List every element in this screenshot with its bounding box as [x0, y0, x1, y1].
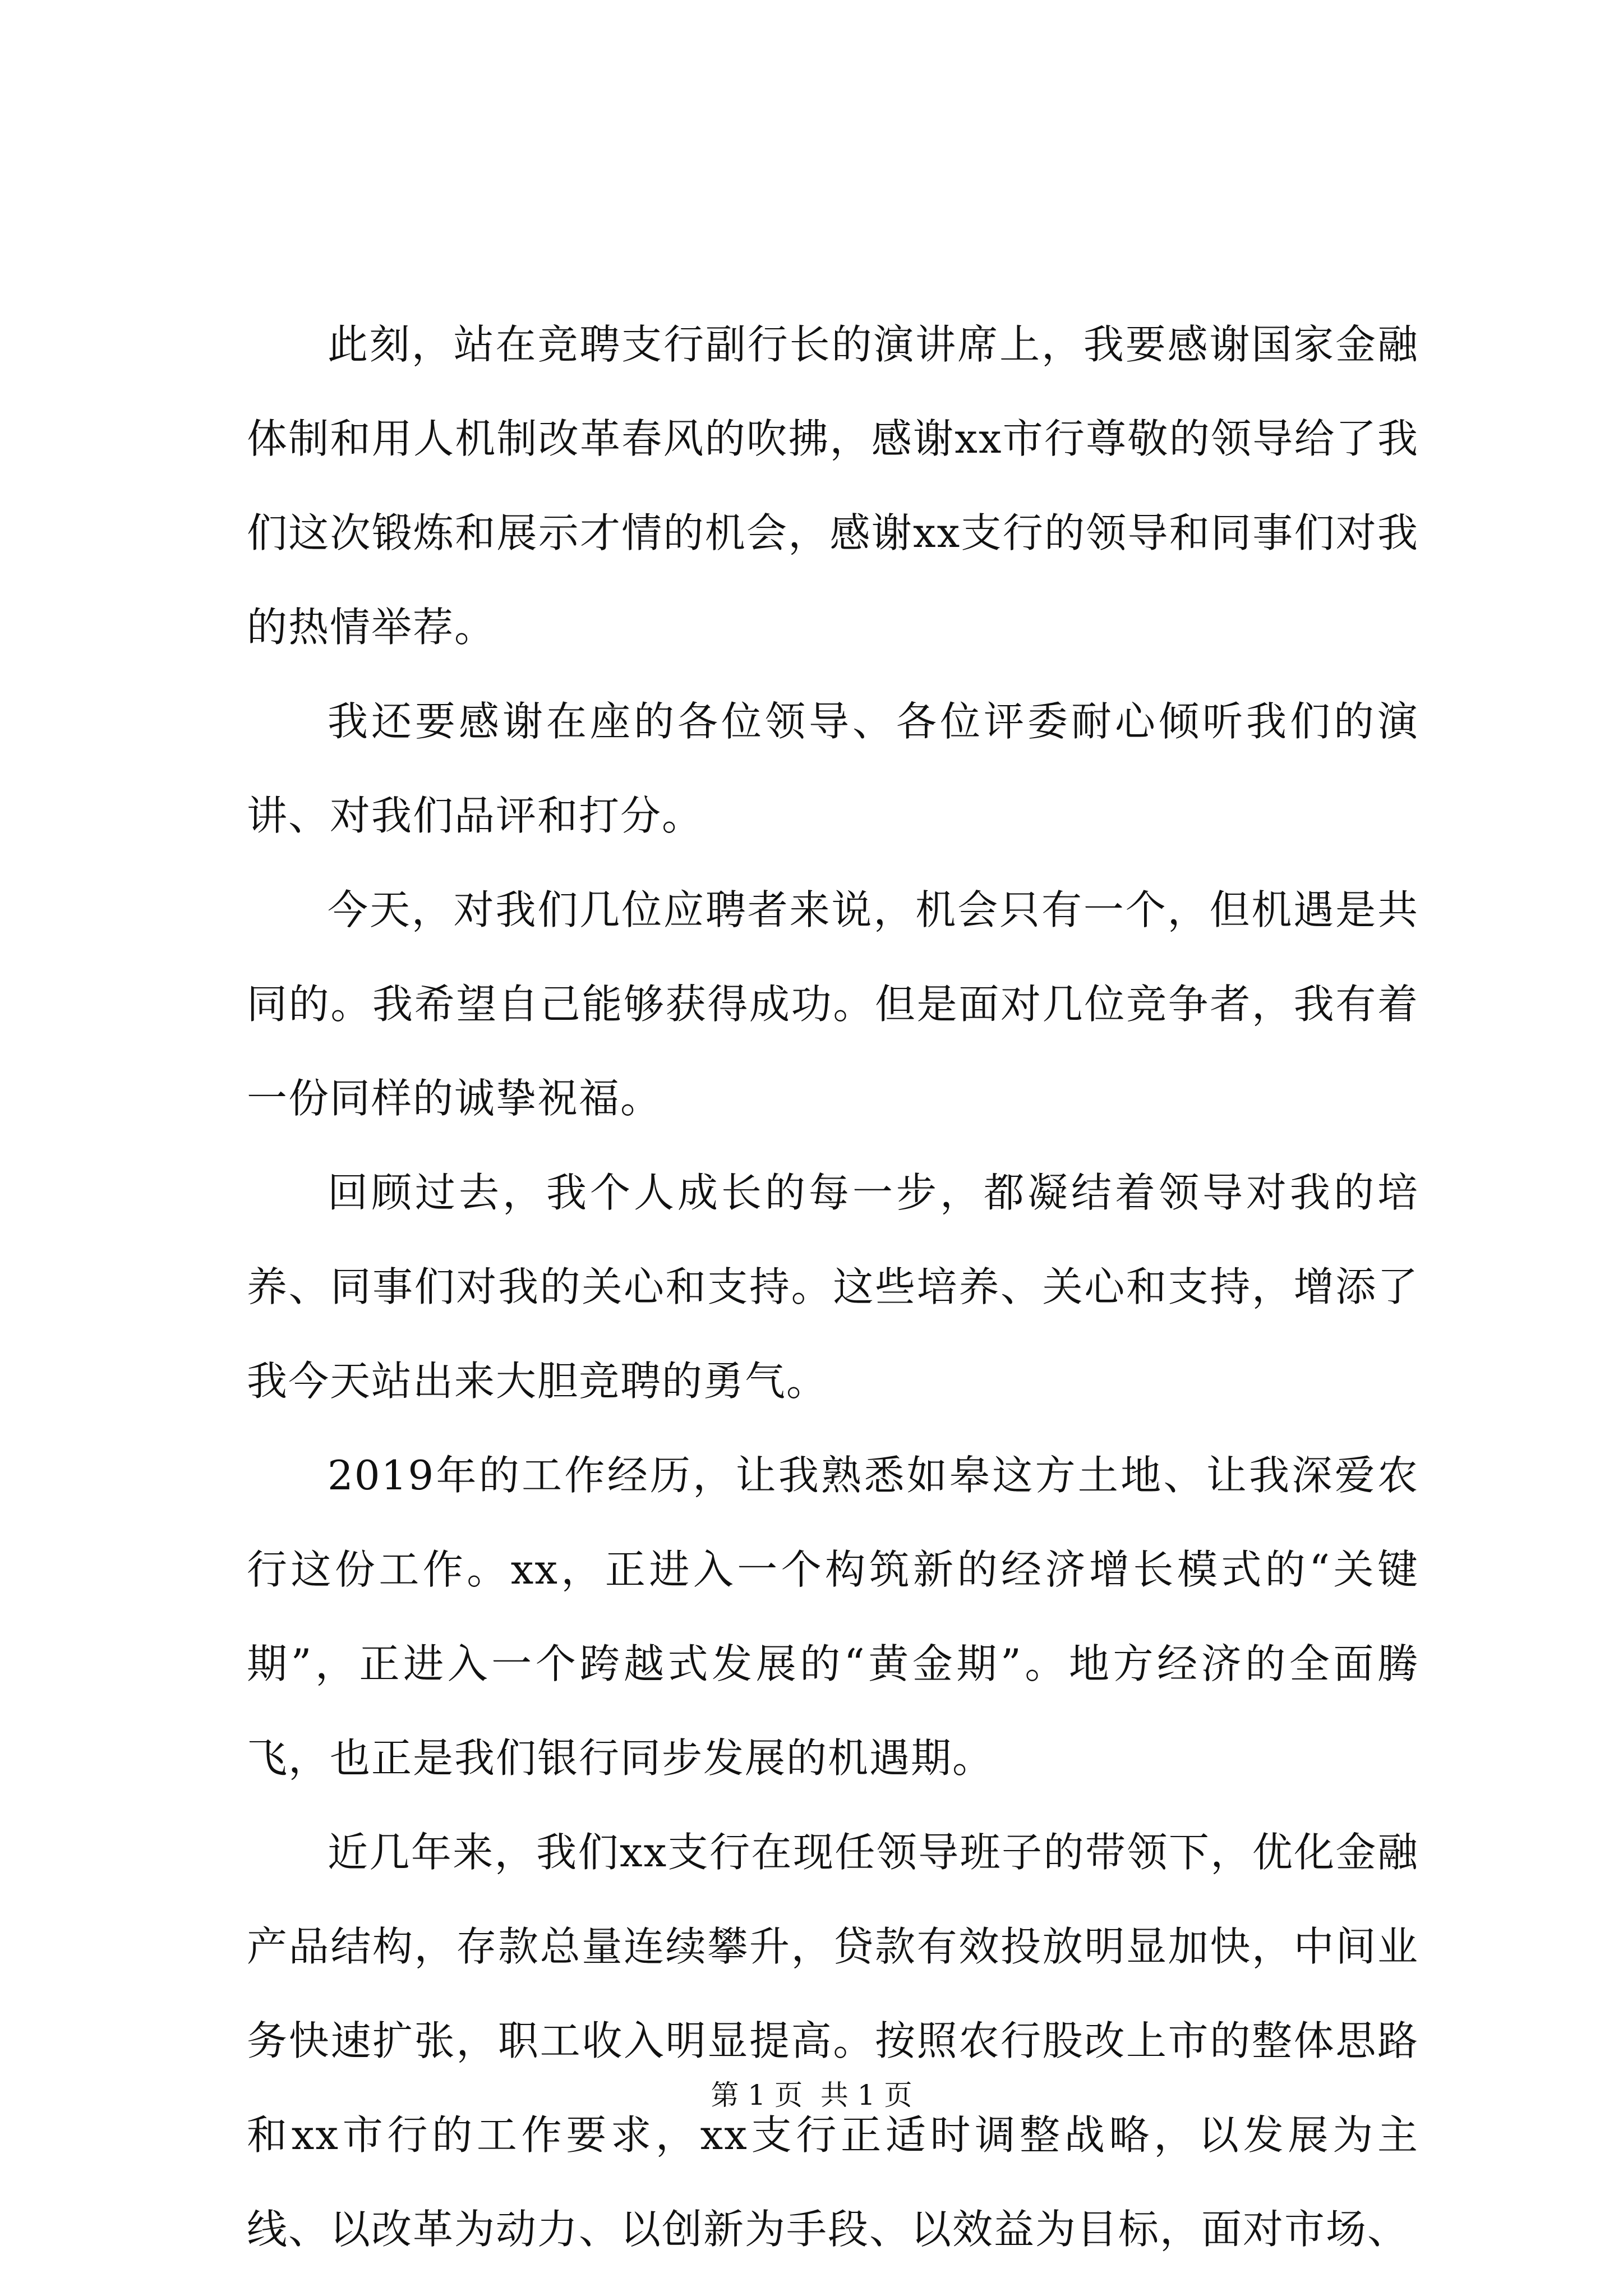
paragraph-1: 此刻，站在竞聘支行副行长的演讲席上，我要感谢国家金融体制和用人机制改革春风的吹拂，感谢xx市行尊敬的领导给了我们这次锻炼和展示才情的机会，感谢xx支行的领导和同事们对我的热情举荐。 — [247, 321, 1419, 651]
page-footer: 第 1 页 共 1 页 — [711, 2079, 912, 2111]
paragraph-3: 今天，对我们几位应聘者来说，机会只有一个，但机遇是共同的。我希望自己能够获得成功。但是面对几位竞争者，我有着一份同样的诚挚祝福。 — [247, 886, 1419, 1122]
paragraph-4: 回顾过去，我个人成长的每一步，都凝结着领导对我的培养、同事们对我的关心和支持。这些培养、关心和支持，增添了我今天站出来大胆竞聘的勇气。 — [247, 1169, 1419, 1405]
document-body — [247, 297, 1419, 2276]
paragraph-5: 2019年的工作经历，让我熟悉如皋这方土地、让我深爱农行这份工作。xx，正进入一个构筑新的经济增长模式的“关键期”，正进入一个跨越式发展的“黄金期”。地方经济的全面腾飞，也正是我们银行同步发展的机遇期。 — [247, 1452, 1419, 1782]
paragraph-2: 我还要感谢在座的各位领导、各位评委耐心倾听我们的演讲、对我们品评和打分。 — [247, 698, 1419, 839]
paragraph-6: 近几年来，我们xx支行在现任领导班子的带领下，优化金融产品结构，存款总量连续攀升，贷款有效投放明显加快，中间业务快速扩张，职工收入明显提高。按照农行股改上市的整体思路和xx市行的工作要求，xx支行正适时调整战略，以发展为主线、以改革为动力、以创新为手段、以效益为目标，面对市场、 — [247, 1829, 1419, 2253]
